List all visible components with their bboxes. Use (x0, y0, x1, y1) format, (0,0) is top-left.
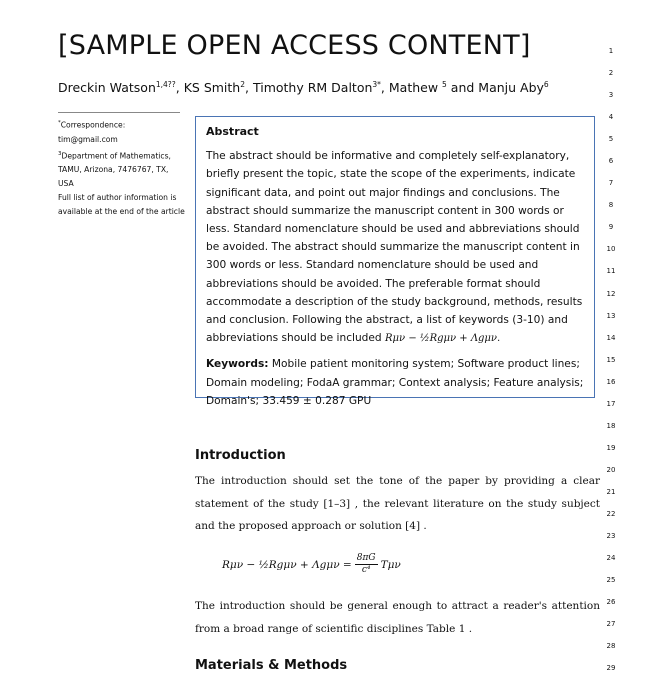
author-affiliation: 3* (372, 80, 381, 89)
abstract-text: The abstract should be informative and completely self-explanatory, briefly present the topic, state the scope of the experiments, indicate significant data, and point out major findings and conclusions. The abstract should summarize the manuscript content in 300 words or less. Standard nomenclature should be used and abbreviations should be avoided. The abstract should summarize the manuscript content in 300 words or less. Standard nomenclature should be used and abbreviations should be avoided. The preferable format should accommodate a description of the study background, methods, results and conclusion. Following the abstract, a list of keywords (3-10) and abbreviations should be included (206, 150, 583, 345)
affiliation-text: Department of Mathematics, TAMU, Arizona, 7476767, TX, USA (58, 151, 171, 189)
einstein-equation (222, 553, 401, 576)
line-number: 25 (606, 576, 616, 585)
keywords-label: Keywords: (206, 358, 269, 371)
line-number: 14 (606, 333, 616, 342)
author-affiliation: 1,4?? (155, 80, 176, 89)
methods-heading: Materials & Methods (195, 658, 348, 673)
introduction-paragraph-2: The introduction should be general enough to attract a reader's attention from a broad range of scientific disciplines Table 1 . (195, 600, 600, 635)
line-number: 29 (606, 664, 616, 673)
full-author-list-note: Full list of author information is available at the end of the article (58, 193, 185, 217)
correspondence-note (58, 116, 186, 147)
affiliation-mark: 3 (58, 150, 62, 157)
line-number: 8 (608, 201, 614, 210)
author-name: Mathew (388, 80, 443, 96)
line-numbers (604, 40, 618, 679)
introduction-paragraph: The introduction should set the tone of the paper by providing a clear statement of the study [1–3] , the relevant literature on the study subject and the proposed approach or solution [4] . (195, 475, 600, 532)
author-list (58, 80, 549, 95)
line-number: 27 (606, 620, 616, 629)
author-notes (58, 116, 186, 219)
line-number: 6 (608, 157, 614, 166)
author-affiliation: 2 (240, 80, 246, 89)
line-number: 13 (606, 311, 616, 320)
abstract-formula: Rμν − ½Rgμν + Λgμν. (385, 333, 501, 345)
line-number: 22 (606, 509, 616, 518)
keywords-text: Mobile patient monitoring system; Software product lines; Domain modeling; FodaA grammar; Context analysis; Feature analysis; Domain's; 33.459 ± 0.287 GPU (206, 358, 584, 407)
line-number: 26 (606, 598, 616, 607)
line-number: 20 (606, 465, 616, 474)
sidenote-rule (58, 112, 180, 113)
author-name: Manju Aby (478, 80, 544, 96)
introduction-heading: Introduction (195, 448, 286, 463)
line-number: 7 (608, 179, 614, 188)
author-name: Dreckin Watson (58, 80, 156, 96)
line-number: 5 (608, 135, 614, 144)
line-number: 24 (606, 554, 616, 563)
line-number: 11 (606, 267, 616, 276)
line-number: 19 (606, 443, 616, 452)
fraction-denominator: c⁴ (361, 565, 371, 575)
equation-rhs: Tμν (380, 558, 401, 571)
author-separator: , (175, 80, 184, 96)
correspondence-text: Correspondence: tim@gmail.com (58, 120, 126, 144)
abstract-box (195, 116, 595, 407)
equation-fraction (355, 553, 378, 576)
author-name: Timothy RM Dalton (252, 80, 373, 96)
correspondence-mark: * (58, 120, 61, 126)
line-number: 9 (608, 223, 614, 232)
line-number: 12 (606, 289, 616, 298)
keywords (206, 355, 584, 410)
paper-title: [SAMPLE OPEN ACCESS CONTENT] (58, 30, 531, 61)
line-number: 28 (606, 642, 616, 651)
author-affiliation: 6 (543, 80, 549, 89)
line-number: 4 (608, 113, 614, 122)
line-number: 1 (608, 47, 614, 55)
abstract-body (206, 147, 584, 348)
line-number: 18 (606, 421, 616, 430)
author-separator: , (245, 80, 253, 96)
line-number: 17 (606, 399, 616, 408)
author-separator: , (380, 80, 389, 96)
line-number: 16 (606, 377, 616, 386)
line-number: 10 (606, 245, 616, 254)
line-number: 15 (606, 355, 616, 364)
author-separator: and (446, 80, 479, 96)
equation-lhs: Rμν − ½Rgμν + Λgμν = (222, 558, 352, 571)
line-number: 3 (608, 91, 614, 100)
author-name: KS Smith (183, 80, 241, 96)
line-number: 21 (606, 487, 616, 496)
line-number: 23 (606, 532, 616, 541)
abstract-heading: Abstract (206, 125, 259, 138)
line-number: 2 (608, 69, 614, 78)
fraction-numerator: 8πG (356, 553, 376, 563)
affiliation-note (58, 147, 186, 192)
author-affiliation: 5 (442, 80, 447, 89)
